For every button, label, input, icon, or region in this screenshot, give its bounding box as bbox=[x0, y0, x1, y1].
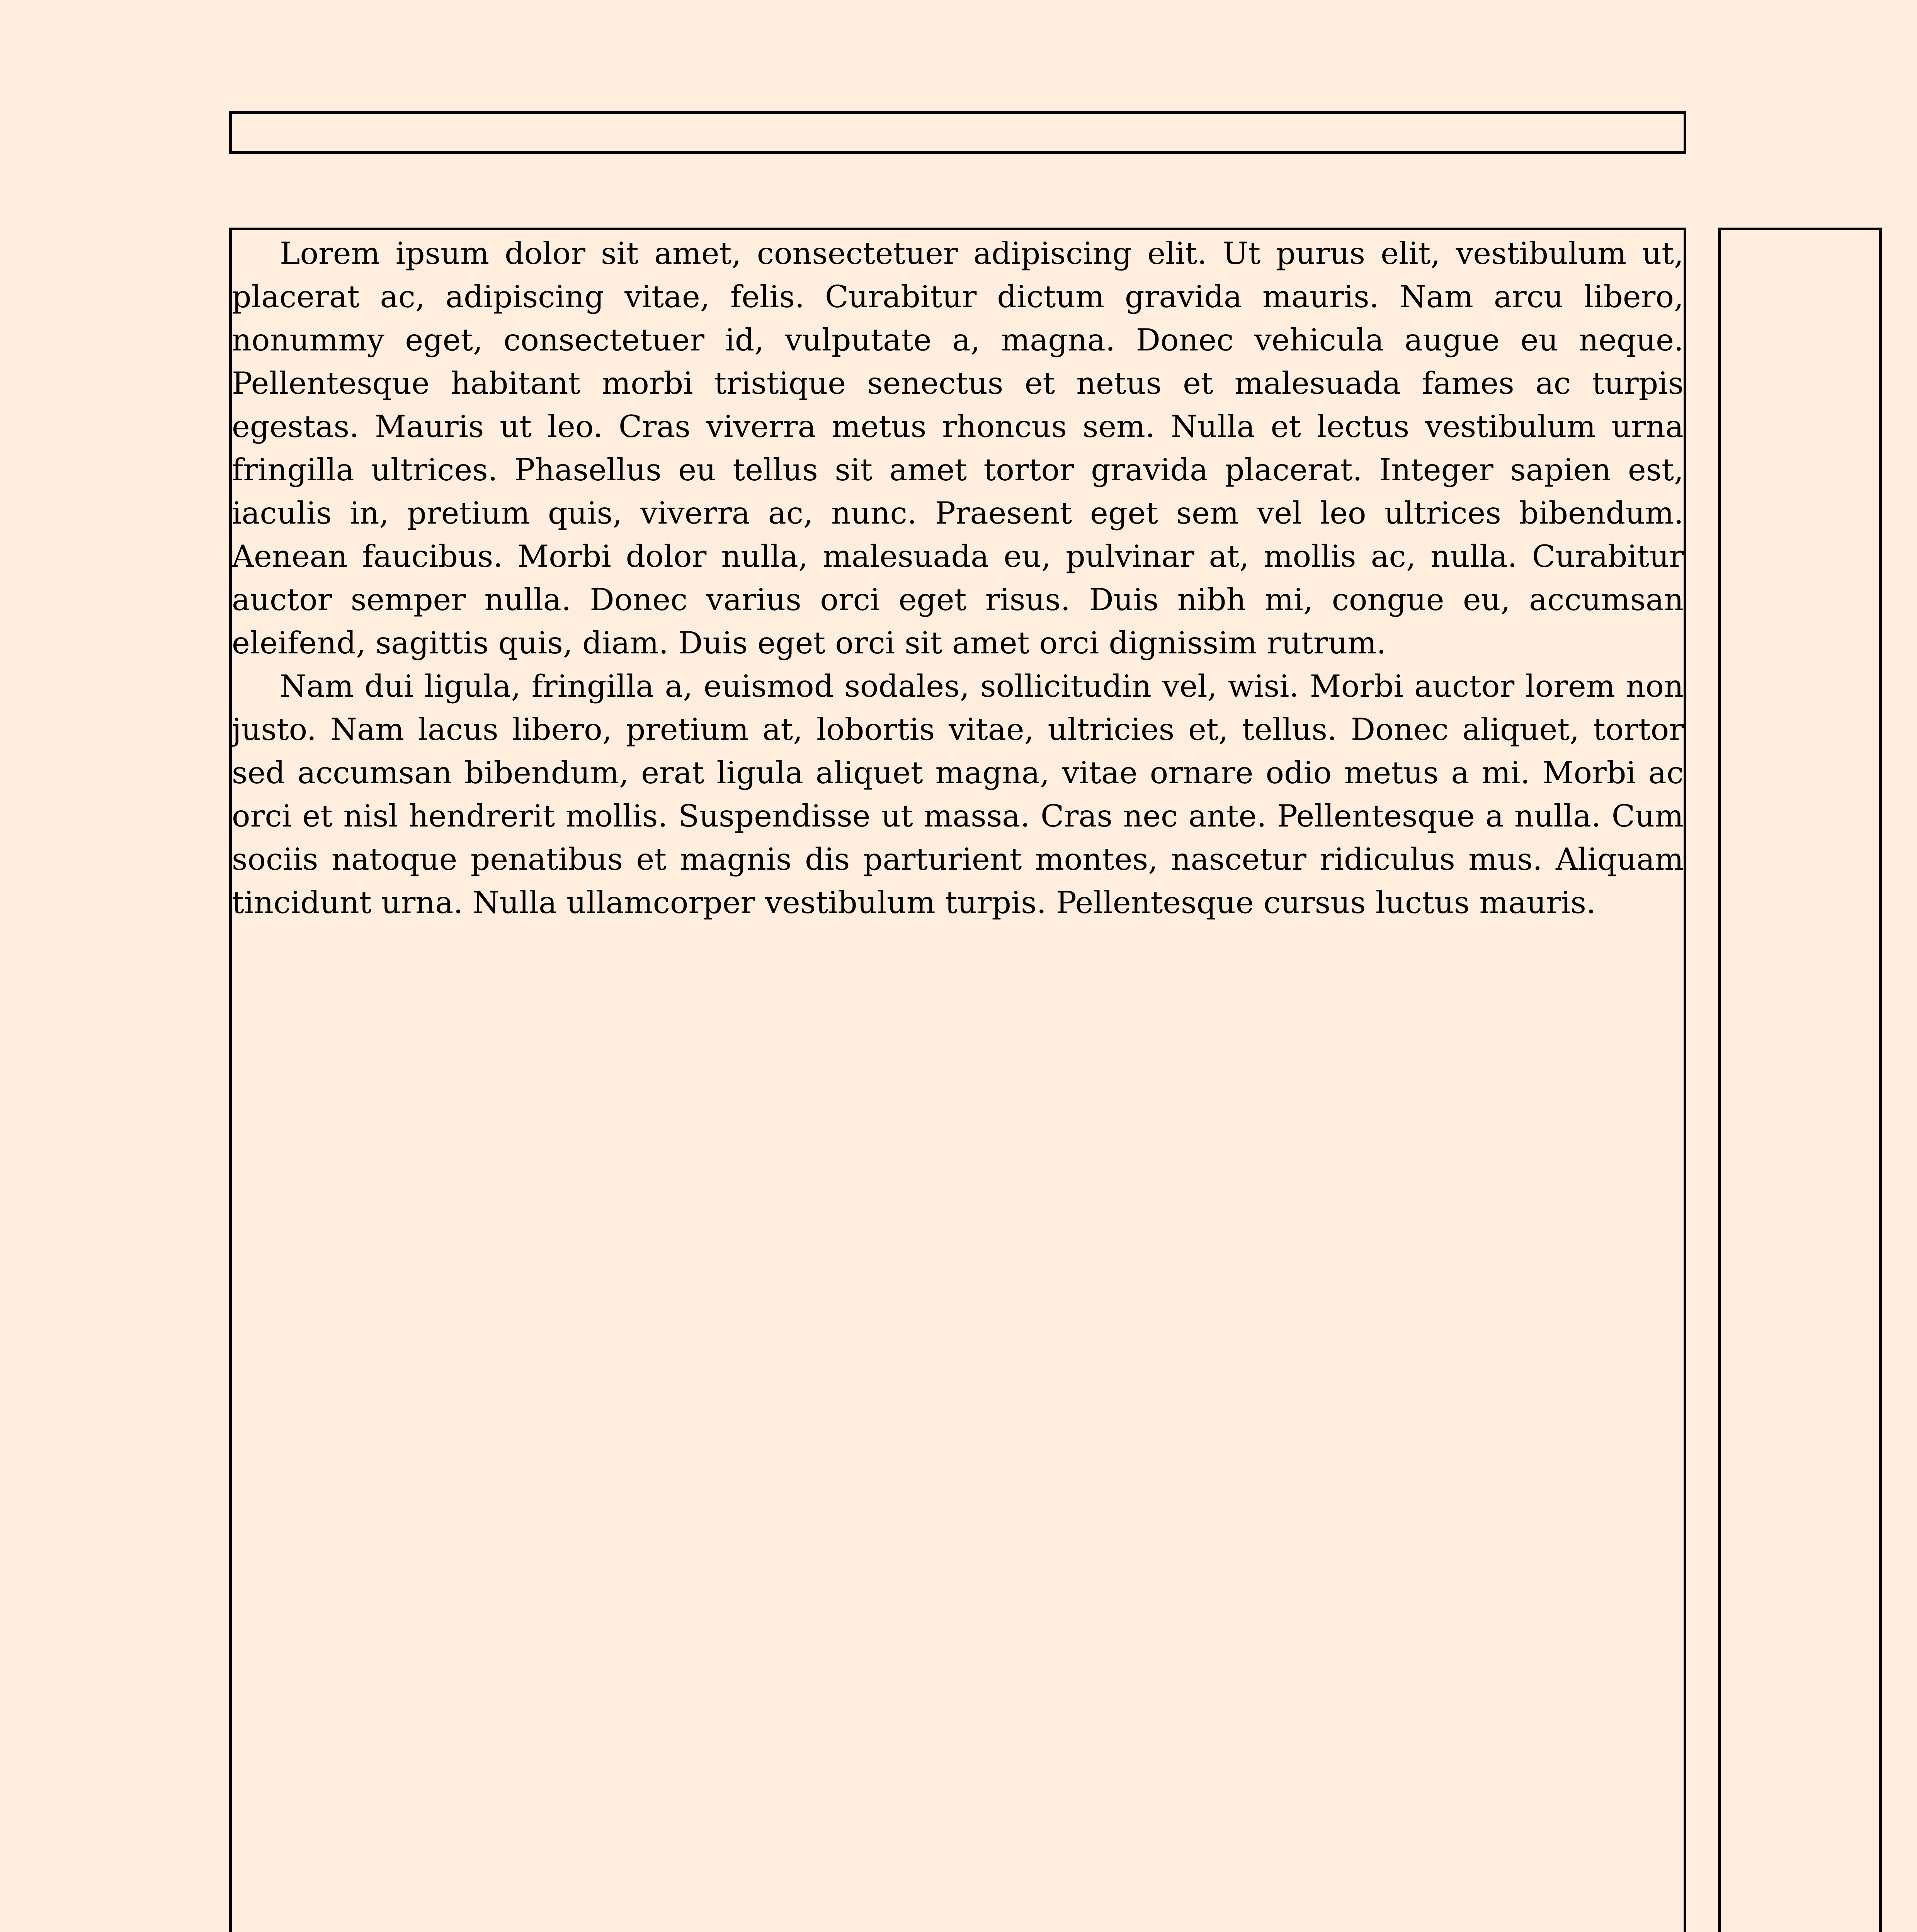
body-text bbox=[232, 232, 1684, 924]
paragraph-2: Nam dui ligula, fringilla a, euismod sodales, sollicitudin vel, wisi. Morbi auctor lorem non justo. Nam lacus libero, pretium at, lobortis vitae, ultricies et, tellus. Donec aliquet, tortor sed accumsan bibendum, erat ligula aliquet magna, vitae ornare odio metus a mi. Morbi ac orci et nisl hendrerit mollis. Suspendisse ut massa. Cras nec ante. Pellentesque a nulla. Cum sociis natoque penatibus et magnis dis parturient montes, nascetur ridiculus mus. Aliquam tincidunt urna. Nulla ullamcorper vestibulum turpis. Pellentesque cursus luctus mauris. bbox=[232, 668, 1684, 920]
header-frame bbox=[229, 111, 1686, 154]
margin-notes-frame bbox=[1718, 228, 1882, 1932]
paragraph-1: Lorem ipsum dolor sit amet, consectetuer adipiscing elit. Ut purus elit, vestibulum ut, placerat ac, adipiscing vitae, felis. Curabitur dictum gravida mauris. Nam arcu libero, nonummy eget, consectetuer id, vulputate a, magna. Donec vehicula augue eu neque. Pellentesque habitant morbi tristique senectus et netus et malesuada fames ac turpis egestas. Mauris ut leo. Cras viverra metus rhoncus sem. Nulla et lectus vestibulum urna fringilla ultrices. Phasellus eu tellus sit amet tortor gravida placerat. Integer sapien est, iaculis in, pretium quis, viverra ac, nunc. Praesent eget sem vel leo ultrices bibendum. Aenean faucibus. Morbi dolor nulla, malesuada eu, pulvinar at, mollis ac, nulla. Curabitur auctor semper nulla. Donec varius orci eget risus. Duis nibh mi, congue eu, accumsan eleifend, sagittis quis, diam. Duis eget orci sit amet orci dignissim rutrum. bbox=[232, 236, 1684, 661]
